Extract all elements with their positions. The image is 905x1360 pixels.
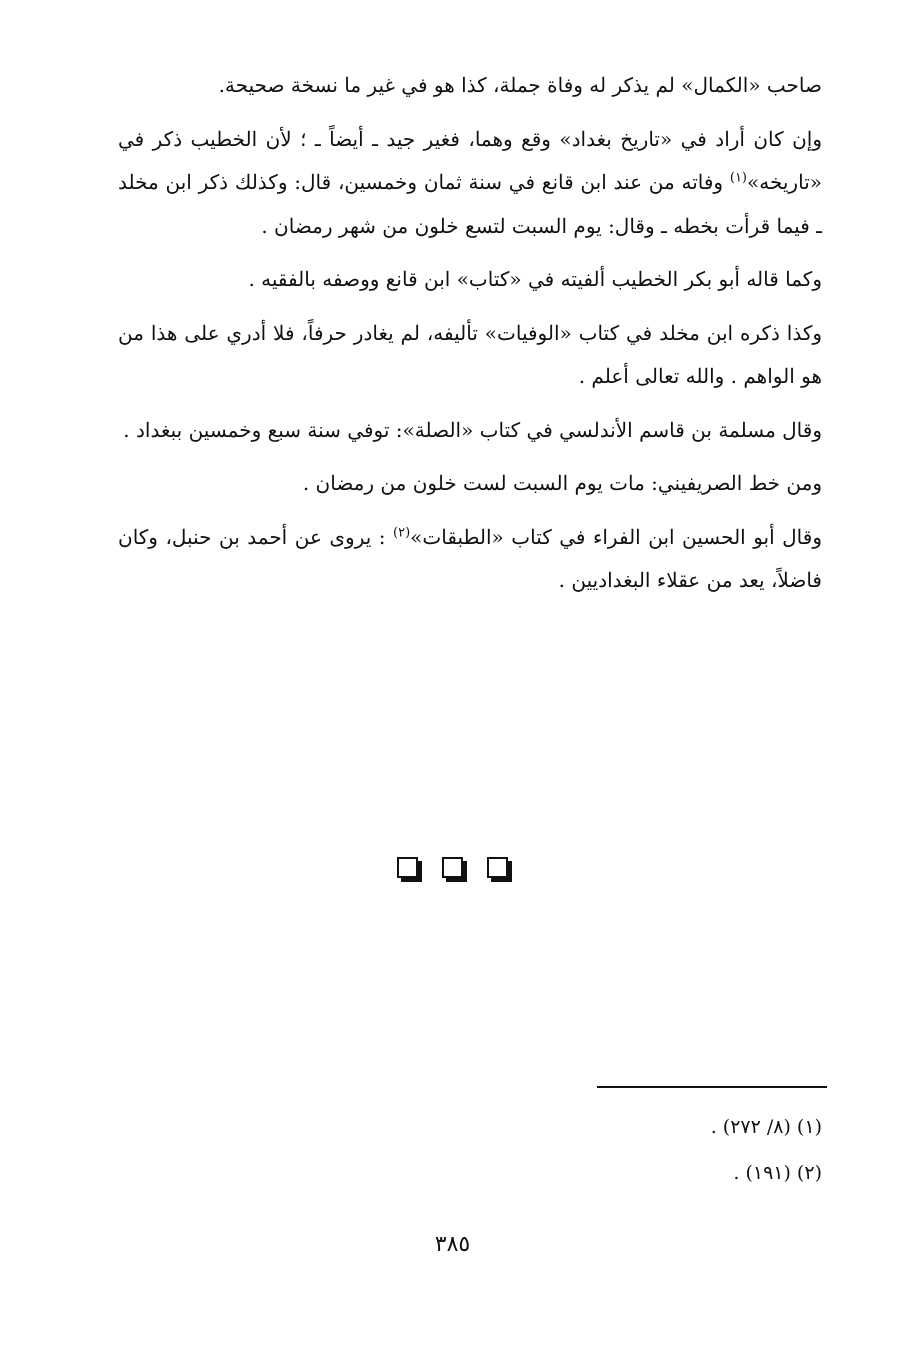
footnote-divider xyxy=(597,1086,827,1088)
paragraph-4 xyxy=(118,312,822,399)
paragraph-text: صاحب «الكمال» لم يذكر له وفاة جملة، كذا هو في غير ما نسخة صحيحة. xyxy=(218,73,822,97)
paragraph-text-continued: وفاته من عند ابن قانع في سنة ثمان وخمسين، قال: وكذلك ذكر ابن مخلد ـ فيما قرأت بخطه ـ وقال: يوم السبت لتسع خلون من شهر رمضان . xyxy=(118,170,822,238)
footnote-2: (٢) (١٩١) . xyxy=(733,1162,822,1184)
footnote-1: (١) (٨/ ٢٧٢) . xyxy=(710,1116,822,1138)
paragraph-6 xyxy=(118,462,822,506)
page-number: ٣٨٥ xyxy=(434,1232,471,1257)
paragraph-text: وقال مسلمة بن قاسم الأندلسي في كتاب «الصلة»: توفي سنة سبع وخمسين ببغداد . xyxy=(123,417,822,442)
paragraph-text: وإن كان أراد في «تاريخ بغداد» وقع وهما، فغير جيد ـ أيضاً ـ ؛ لأن الخطيب ذكر في «تاريخه» xyxy=(118,126,822,194)
square-ornament-icon xyxy=(397,857,418,878)
square-ornament-icon xyxy=(487,857,508,878)
main-text xyxy=(118,64,822,613)
paragraph-text-continued: : يروى عن أحمد بن حنبل، وكان فاضلاً، يعد من عقلاء البغداديين . xyxy=(118,524,822,592)
footnote-ref-1: (١) xyxy=(729,170,747,186)
paragraph-3 xyxy=(118,258,822,302)
square-ornament-icon xyxy=(442,857,463,878)
footnote-ref-2: (٢) xyxy=(393,524,411,540)
section-end-ornament xyxy=(0,857,905,878)
paragraph-text: وكذا ذكره ابن مخلد في كتاب «الوفيات» تأليفه، لم يغادر حرفاً، فلا أدري على هذا من هو الواهم . والله تعالى أعلم . xyxy=(118,320,822,388)
paragraph-5 xyxy=(118,409,822,453)
paragraph-text: ومن خط الصريفيني: مات يوم السبت لست خلون من رمضان . xyxy=(302,471,822,495)
paragraph-text: وقال أبو الحسين ابن الفراء في كتاب «الطبقات» xyxy=(410,524,822,549)
paragraph-7 xyxy=(118,516,822,603)
paragraph-text: وكما قاله أبو بكر الخطيب ألفيته في «كتاب» ابن قانع ووصفه بالفقيه . xyxy=(248,267,822,291)
paragraph-1 xyxy=(118,64,822,108)
footnotes xyxy=(600,1104,822,1196)
paragraph-2 xyxy=(118,118,822,249)
